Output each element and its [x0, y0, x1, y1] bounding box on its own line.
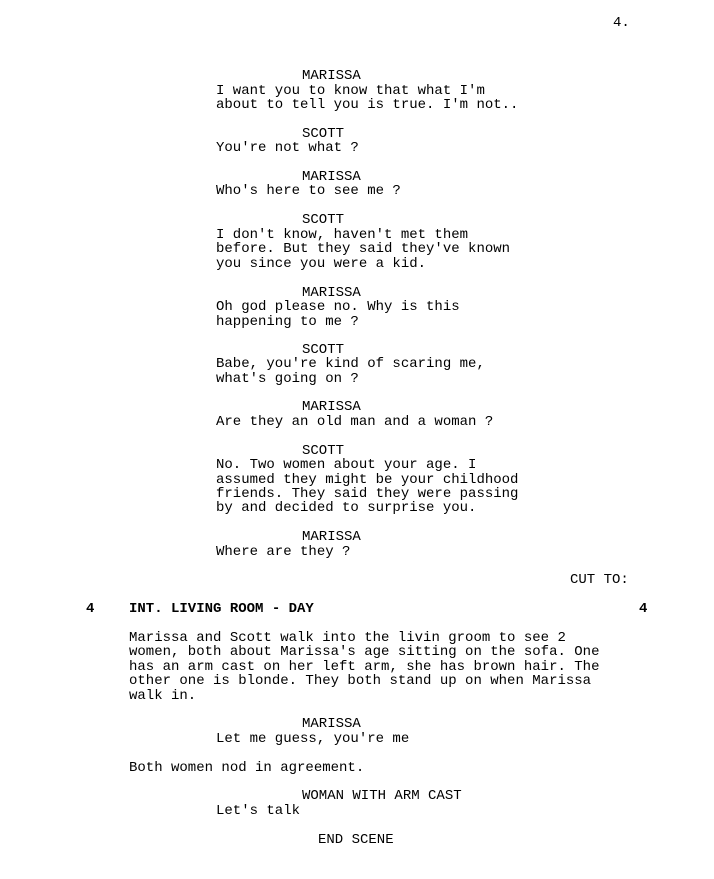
- dialogue-line: what's going on ?: [216, 371, 359, 387]
- dialogue-line: by and decided to surprise you.: [216, 500, 477, 516]
- dialogue-line: I don't know, haven't met them: [216, 227, 469, 243]
- dialogue-line: Are they an old man and a woman ?: [216, 414, 494, 430]
- dialogue-line: Let me guess, you're me: [216, 731, 410, 747]
- dialogue-line: you since you were a kid.: [216, 256, 427, 272]
- character-name: MARISSA: [302, 529, 361, 545]
- character-name: MARISSA: [302, 399, 361, 415]
- dialogue-line: assumed they might be your childhood: [216, 472, 519, 488]
- action-line: Marissa and Scott walk into the livin groom to see 2: [129, 630, 566, 646]
- dialogue-line: happening to me ?: [216, 314, 359, 330]
- character-name: SCOTT: [302, 212, 345, 228]
- end-scene: END SCENE: [318, 832, 394, 848]
- character-name: SCOTT: [302, 443, 345, 459]
- action-line: other one is blonde. They both stand up on when Marissa: [129, 673, 592, 689]
- dialogue-line: friends. They said they were passing: [216, 486, 519, 502]
- dialogue-line: Who's here to see me ?: [216, 183, 401, 199]
- action-line: has an arm cast on her left arm, she has brown hair. The: [129, 659, 600, 675]
- character-name: SCOTT: [302, 126, 345, 142]
- scene-heading: INT. LIVING ROOM - DAY: [129, 601, 314, 617]
- dialogue-line: Oh god please no. Why is this: [216, 299, 460, 315]
- character-name: MARISSA: [302, 169, 361, 185]
- dialogue-line: before. But they said they've known: [216, 241, 511, 257]
- character-name: SCOTT: [302, 342, 345, 358]
- dialogue-line: Where are they ?: [216, 544, 351, 560]
- action-line: Both women nod in agreement.: [129, 760, 365, 776]
- dialogue-line: I want you to know that what I'm: [216, 83, 485, 99]
- dialogue-line: Babe, you're kind of scaring me,: [216, 356, 485, 372]
- dialogue-line: You're not what ?: [216, 140, 359, 156]
- dialogue-line: No. Two women about your age. I: [216, 457, 477, 473]
- action-line: walk in.: [129, 688, 197, 704]
- character-name: MARISSA: [302, 716, 361, 732]
- character-name: WOMAN WITH ARM CAST: [302, 788, 462, 804]
- scene-number-right: 4: [639, 601, 648, 617]
- character-name: MARISSA: [302, 68, 361, 84]
- page-number: 4.: [613, 15, 630, 31]
- scene-number-left: 4: [86, 601, 95, 617]
- action-line: women, both about Marissa's age sitting on the sofa. One: [129, 644, 600, 660]
- dialogue-line: about to tell you is true. I'm not..: [216, 97, 519, 113]
- transition: CUT TO:: [570, 572, 629, 588]
- dialogue-line: Let's talk: [216, 803, 301, 819]
- character-name: MARISSA: [302, 285, 361, 301]
